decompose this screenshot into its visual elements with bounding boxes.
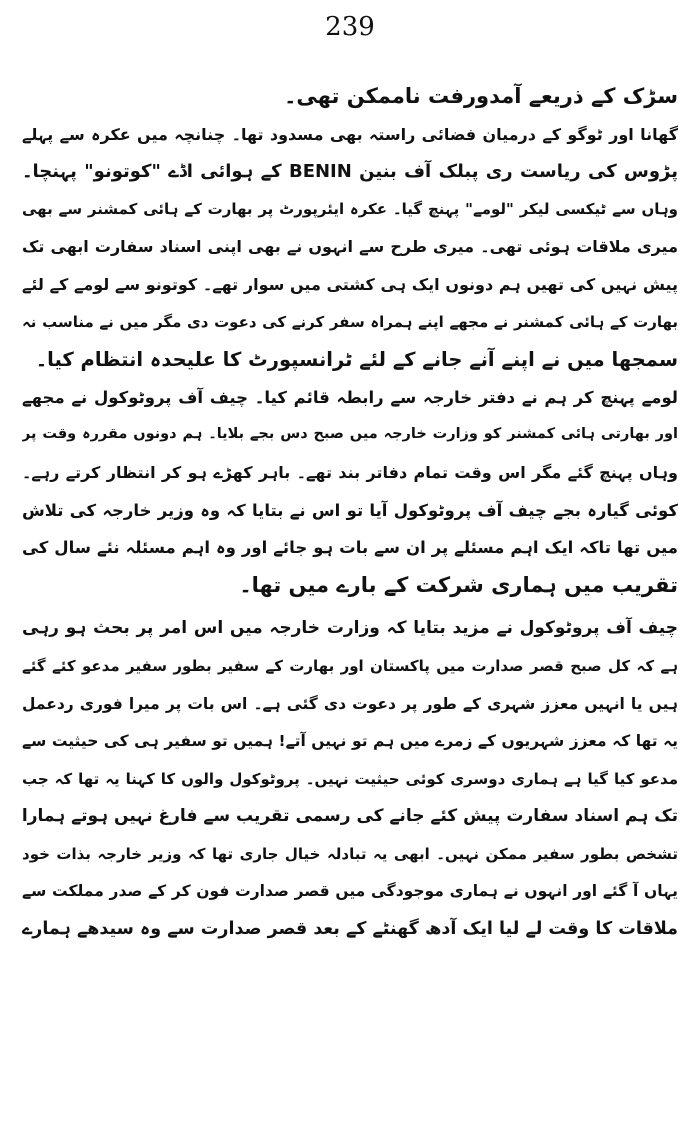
text-line: وہاں پہنچ گئے مگر اس وقت تمام دفاتر بند تھے۔ باہر کھڑے ہو کر انتظار کرتے رہے۔ — [22, 462, 678, 482]
page-number: 239 — [325, 12, 375, 42]
text-line: کوئی گیارہ بجے چیف آف پروٹوکول آیا تو اس نے بتایا کہ وہ وزیر خارجہ کی تلاش — [22, 500, 678, 520]
text-line: تک ہم اسناد سفارت پیش کئے جانے کی رسمی تقریب سے فارغ نہیں ہوتے ہمارا — [22, 806, 678, 827]
text-line: گھانا اور ٹوگو کے درمیان فضائی راستہ بھی مسدود تھا۔ چنانچہ میں عکرہ سے پہلے — [22, 124, 678, 144]
text-line: چیف آف پروٹوکول نے مزید بتایا کہ وزارت خارجہ میں اس امر پر بحث ہو رہی — [22, 618, 678, 639]
text-line: ہے کہ کل صبح قصر صدارت میں پاکستان اور بھارت کے سفیر بطور سفیر مدعو کئے گئے — [22, 656, 678, 675]
text-line: ہیں یا انہیں معزز شہری کے طور پر دعوت دی گئی ہے۔ اس بات پر میرا فوری ردعمل — [22, 694, 678, 713]
text-line: بھارت کے ہائی کمشنر نے مجھے اپنے ہمراہ سفر کرنے کی دعوت دی مگر میں نے مناسب نہ — [22, 312, 678, 331]
text-line: ملاقات کا وقت لے لیا ایک آدھ گھنٹے کے بعد قصر صدارت سے وہ سیدھے ہمارے — [22, 919, 678, 940]
text-line: تقریب میں ہماری شرکت کے بارے میں تھا۔ — [239, 572, 678, 597]
text-line: میں تھا تاکہ ایک اہم مسئلے پر ان سے بات ہو جائے اور وہ اہم مسئلہ نئے سال کی — [22, 538, 678, 558]
text-line: سمجھا میں نے اپنے آنے جانے کے لئے ٹرانسپورٹ کا علیحدہ انتظام کیا۔ — [35, 348, 678, 372]
text-line: یہ تھا کہ معزز شہریوں کے زمرے میں ہم تو نہیں آتے! ہمیں تو سفیر ہی کی حیثیت سے — [22, 732, 678, 751]
text-line: اور بھارتی ہائی کمشنر کو وزارت خارجہ میں صبح دس بجے بلایا۔ ہم دونوں مقررہ وقت پر — [22, 426, 678, 443]
text-line: پڑوس کی ریاست ری پبلک آف بنین BENIN کے ہوائی اڈے "کوتونو" پہنچا۔ — [22, 161, 678, 183]
text-line: تشخص بطور سفیر ممکن نہیں۔ ابھی یہ تبادلہ خیال جاری تھا کہ وزیر خارجہ بذات خود — [22, 844, 678, 863]
text-line: میری ملاقات ہوئی تھی۔ میری طرح سے انہوں نے بھی اپنی اسناد سفارت ابھی تک — [22, 237, 678, 257]
text-line: پیش نہیں کی تھیں ہم دونوں ایک ہی کشتی میں سوار تھے۔ کوتونو سے لومے کے لئے — [22, 274, 678, 294]
text-line: وہاں سے ٹیکسی لیکر "لومے" پہنچ گیا۔ عکرہ ایئرپورٹ پر بھارت کے ہائی کمشنر سے بھی — [22, 199, 678, 218]
text-line: سڑک کے ذریعے آمدورفت ناممکن تھی۔ — [284, 84, 678, 108]
text-line: لومے پہنچ کر ہم نے دفتر خارجہ سے رابطہ قائم کیا۔ چیف آف پروٹوکول نے مجھے — [22, 387, 678, 407]
text-line: یہاں آ گئے اور انہوں نے ہماری موجودگی میں قصر صدارت فون کر کے صدر مملکت سے — [22, 882, 678, 901]
body-text — [22, 78, 678, 949]
text-line: مدعو کیا گیا ہے ہماری دوسری کوئی حیثیت نہیں۔ پروٹوکول والوں کا کہنا یہ تھا کہ جب — [22, 769, 678, 788]
